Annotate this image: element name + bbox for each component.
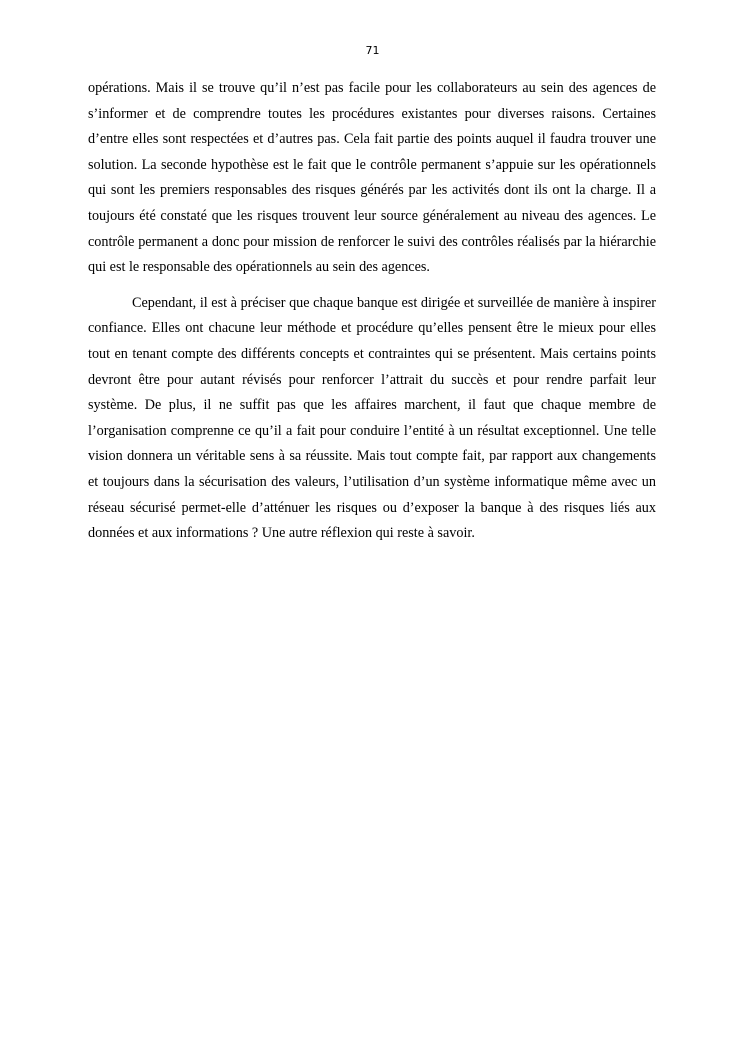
- paragraph-2: Cependant, il est à préciser que chaque banque est dirigée et surveillée de manière à inspirer confiance. Elles ont chacune leur méthode et procédure qu’elles pensent être le mieux pour elles tout en tenant compte des différents concepts et contraintes qui se présentent. Mais certains points devront être pour autant révisés pour renforcer l’attrait du succès et pour rendre parfait leur système. De plus, il ne suffit pas que les affaires marchent, il faut que chaque membre de l’organisation comprenne ce qu’il a fait pour conduire l’entité à un résultat exceptionnel. Une telle vision donnera un véritable sens à sa réussite. Mais tout compte fait, par rapport aux changements et toujours dans la sécurisation des valeurs, l’utilisation d’un système informatique même avec un réseau sécurisé permet-elle d’atténuer les risques ou d’exposer la banque à des risques liés aux données et aux informations ? Une autre réflexion qui reste à savoir.: [88, 294, 656, 542]
- paragraph-1: opérations. Mais il se trouve qu’il n’est pas facile pour les collaborateurs au sein des agences de s’informer et de comprendre toutes les procédures existantes pour diverses raisons. Certaines d’entre elles sont respectées et d’autres pas. Cela fait partie des points auquel il faudra trouver une solution. La seconde hypothèse est le fait que le contrôle permanent s’appuie sur les opérationnels qui sont les premiers responsables des risques générés par les activités dont ils ont la charge. Il a toujours été constaté que les risques trouvent leur source généralement au niveau des agences. Le contrôle permanent a donc pour mission de renforcer le suivi des contrôles réalisés par la hiérarchie qui est le responsable des opérationnels au sein des agences.: [88, 80, 656, 276]
- page-number: 71: [365, 44, 380, 57]
- body-text: [88, 76, 656, 547]
